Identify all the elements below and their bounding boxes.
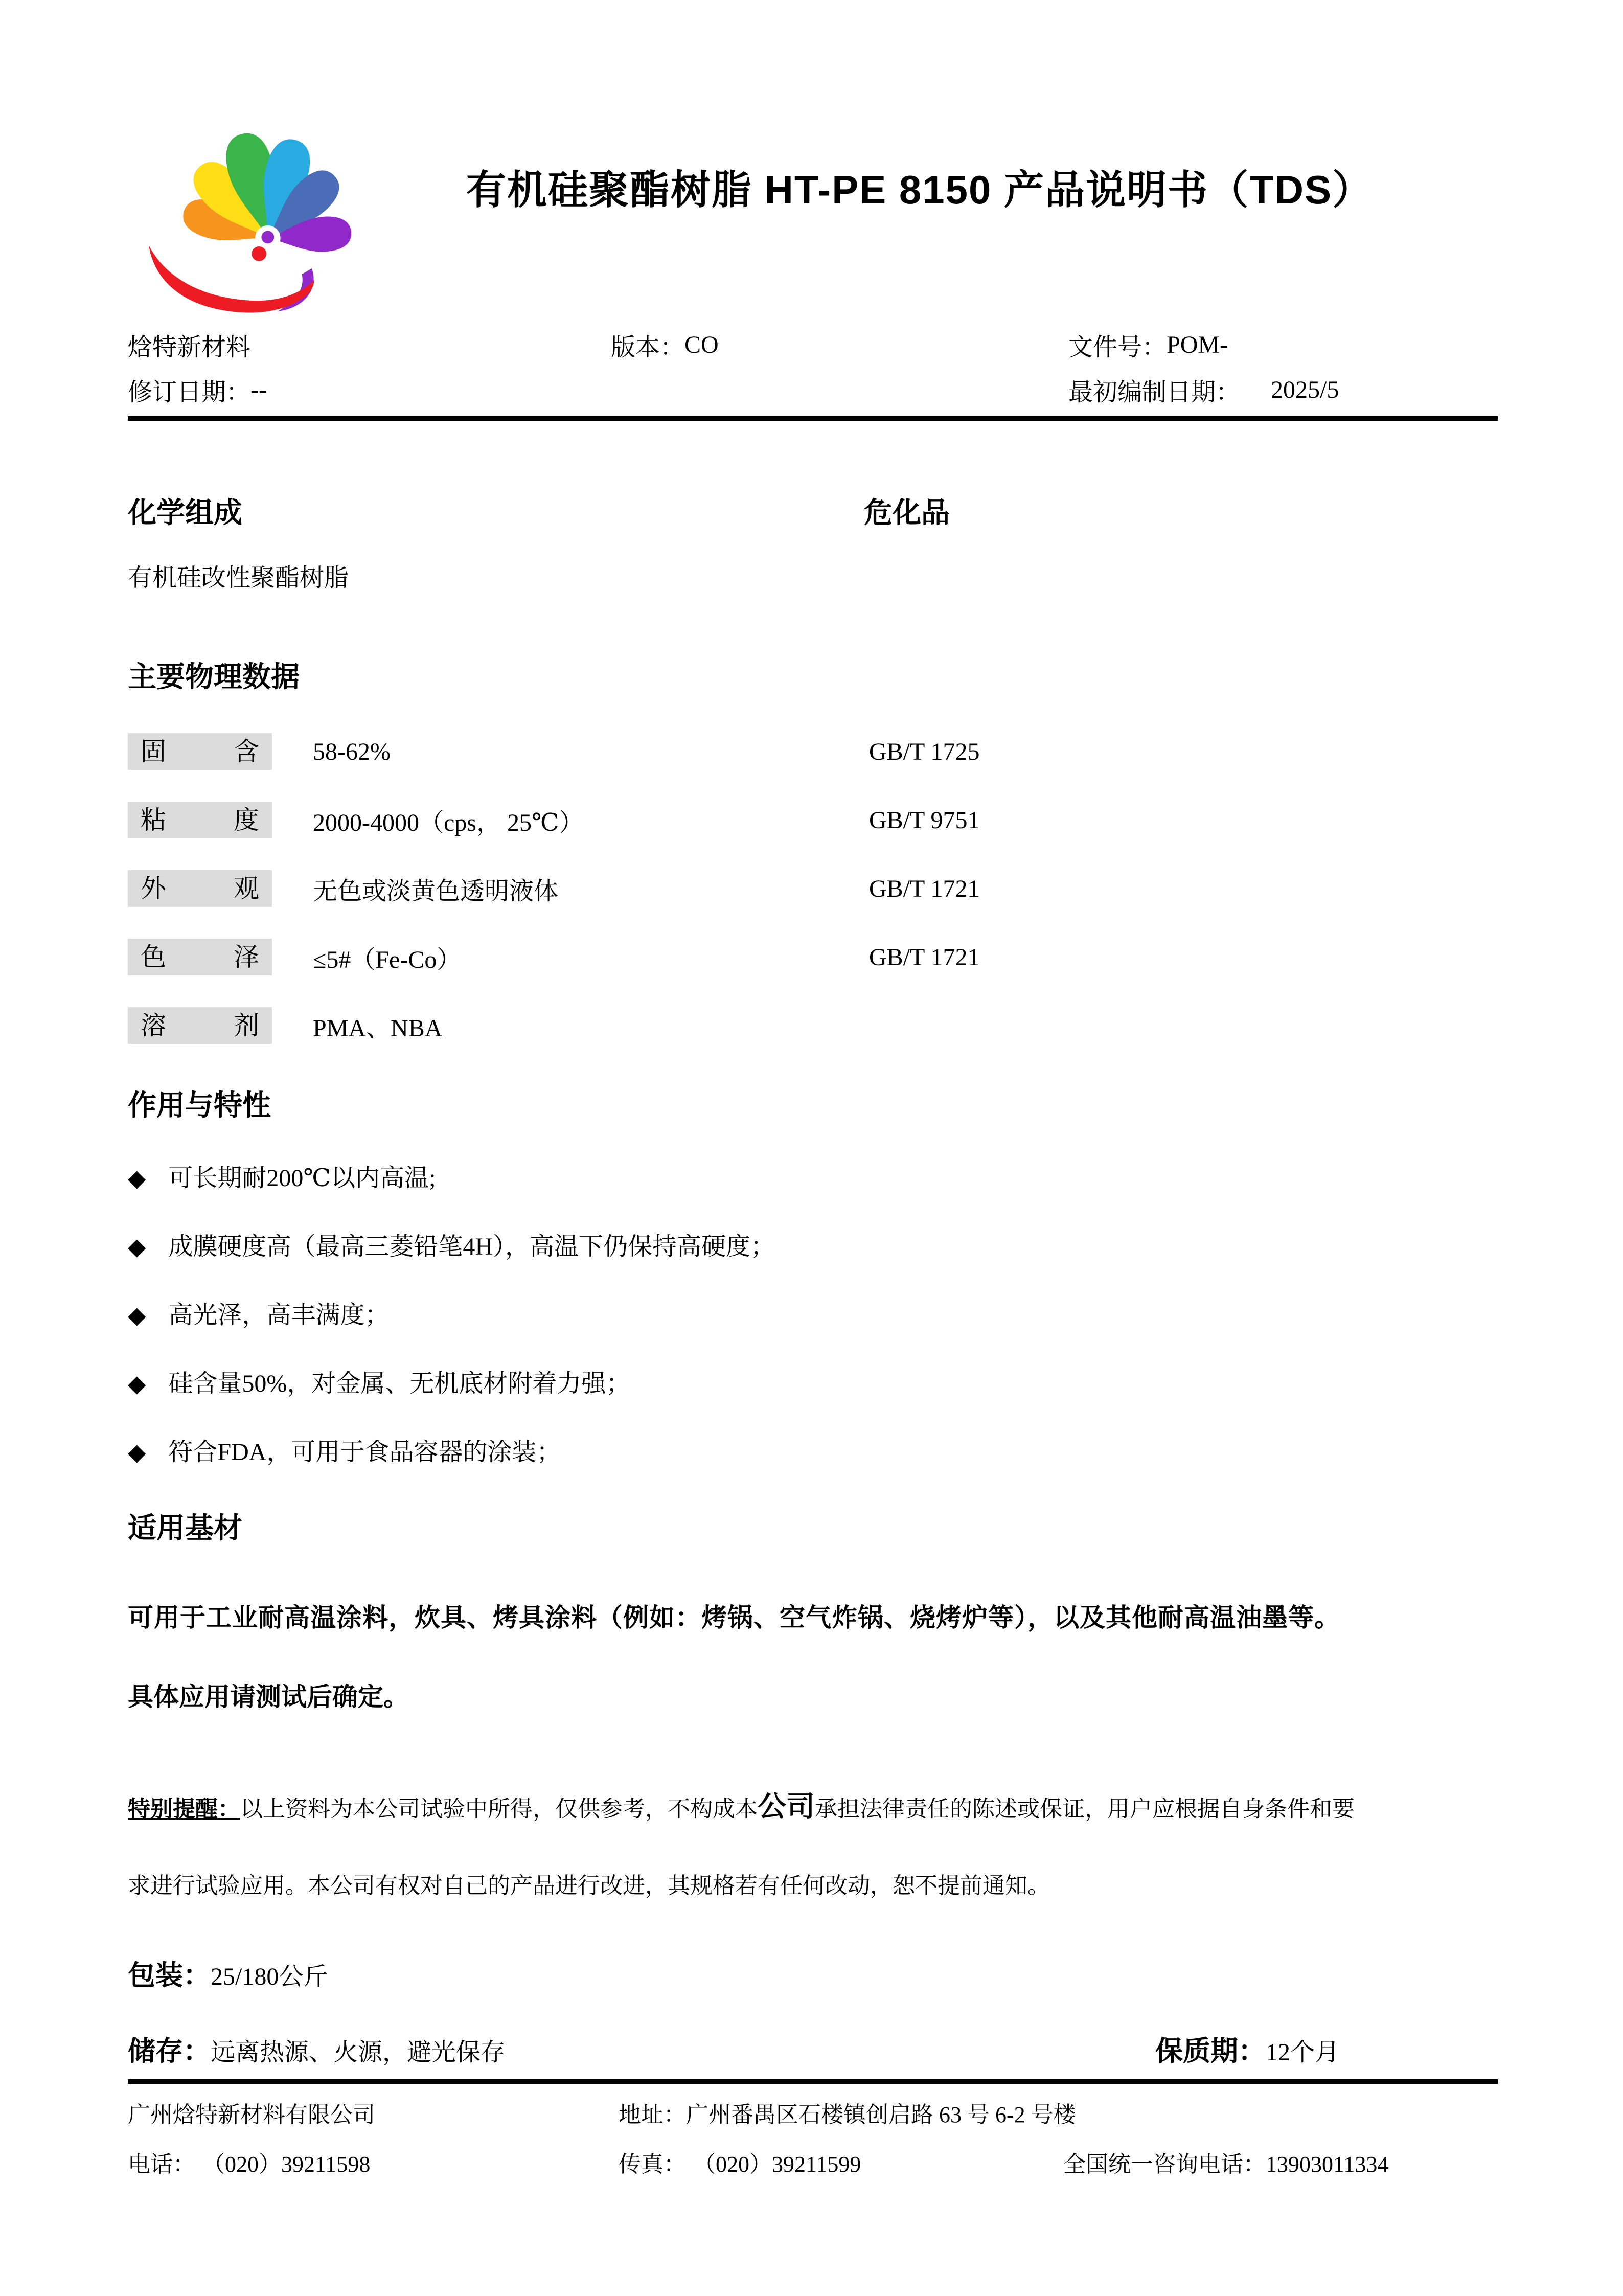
disclaimer-bold-word: 公司 xyxy=(758,1790,815,1823)
feature-text: 硅含量50%，对金属、无机底材附着力强； xyxy=(168,1370,631,1397)
meta-revised xyxy=(128,367,611,412)
substrates-note: 具体应用请测试后确定。 xyxy=(128,1683,409,1711)
list-item xyxy=(128,1233,1498,1261)
property-standard: GB/T 9751 xyxy=(869,806,980,834)
meta-created-value: 2025/5 xyxy=(1271,376,1339,403)
diamond-bullet-icon: ◆ xyxy=(128,1165,146,1191)
property-label: 外 观 xyxy=(128,870,272,907)
substrates-paragraph: 可用于工业耐高温涂料，炊具、烤具涂料（例如：烤锅、空气炸锅、烧烤炉等），以及其他耐高温油墨等。 xyxy=(128,1603,1340,1632)
list-item xyxy=(128,1438,1498,1467)
footer-phone xyxy=(128,2151,619,2178)
footer-row-2 xyxy=(128,2151,1498,2178)
fax-label: 传真： xyxy=(619,2152,686,2177)
meta-revised-value: -- xyxy=(250,376,267,403)
header-divider xyxy=(128,416,1498,421)
meta-created-label: 最初编制日期： xyxy=(1068,378,1241,406)
meta-doc-no-value: POM- xyxy=(1167,331,1228,358)
document-header xyxy=(128,0,1498,322)
chemical-heading: 化学组成 xyxy=(128,496,242,529)
list-item xyxy=(128,1301,1498,1330)
features-list xyxy=(128,1164,1498,1467)
disclaimer-line2: 求进行试验应用。本公司有权对自己的产品进行改进，其规格若有任何改动，恕不提前通知。 xyxy=(128,1873,1050,1898)
footer-row-1 xyxy=(128,2102,1498,2128)
property-label: 固 含 xyxy=(128,733,272,770)
page-title: 有机硅聚酯树脂 HT-PE 8150 产品说明书（TDS） xyxy=(466,167,1374,212)
list-item xyxy=(128,1164,1498,1193)
meta-version-label: 版本： xyxy=(611,333,685,361)
meta-version xyxy=(611,322,1068,367)
property-value: 2000-4000（cps， 25℃） xyxy=(313,809,584,836)
fax-value: （020）39211599 xyxy=(704,2152,861,2177)
packaging-label: 包装： xyxy=(128,1960,211,1991)
property-label: 色 泽 xyxy=(128,939,272,975)
storage-value: 远离热源、火源，避光保存 xyxy=(211,2039,506,2066)
hotline-label: 全国统一咨询电话： xyxy=(1063,2152,1266,2177)
disclaimer xyxy=(128,1784,1498,1909)
feature-text: 符合FDA，可用于食品容器的涂装； xyxy=(168,1439,561,1466)
meta-company: 焓特新材料 xyxy=(128,333,251,361)
property-value: 无色或淡黄色透明液体 xyxy=(313,877,559,905)
feature-text: 可长期耐200℃以内高温; xyxy=(168,1165,436,1192)
disclaimer-label: 特别提醒： xyxy=(128,1797,240,1822)
substrates-heading: 适用基材 xyxy=(128,1512,242,1544)
phone-label: 电话： xyxy=(128,2152,195,2177)
meta-empty-cell xyxy=(611,367,1068,412)
chemical-composition-text: 有机硅改性聚酯树脂 xyxy=(128,564,349,592)
property-value: ≤5#（Fe-Co） xyxy=(313,946,462,973)
features-heading: 作用与特性 xyxy=(128,1089,271,1121)
storage-label: 储存： xyxy=(128,2036,211,2066)
property-value: PMA、NBA xyxy=(313,1014,443,1042)
diamond-bullet-icon: ◆ xyxy=(128,1439,146,1465)
table-row xyxy=(128,870,1498,907)
table-row xyxy=(128,939,1498,975)
address-value: 广州番禺区石楼镇创启路 63 号 6-2 号楼 xyxy=(686,2102,1076,2127)
address-label: 地址： xyxy=(619,2102,686,2127)
storage-row xyxy=(128,2036,1498,2068)
meta-doc-no xyxy=(1068,322,1498,367)
table-row xyxy=(128,802,1498,838)
shelf-life-value: 12个月 xyxy=(1265,2039,1339,2066)
meta-doc-no-label: 文件号： xyxy=(1068,333,1167,361)
meta-created xyxy=(1068,367,1498,412)
hazard-heading: 危化品 xyxy=(864,496,950,529)
property-standard: GB/T 1721 xyxy=(869,875,980,902)
table-row xyxy=(128,733,1498,770)
property-standard: GB/T 1725 xyxy=(869,738,980,765)
table-row xyxy=(128,1007,1498,1044)
property-standard: GB/T 1721 xyxy=(869,943,980,971)
disclaimer-text: 以上资料为本公司试验中所得，仅供参考，不构成本 xyxy=(240,1797,758,1822)
footer-company: 广州焓特新材料有限公司 xyxy=(128,2102,375,2127)
chemical-section-headings xyxy=(128,497,1498,528)
property-label: 溶 剂 xyxy=(128,1007,272,1044)
footer-address xyxy=(619,2102,1498,2128)
footer-fax xyxy=(619,2151,1063,2178)
diamond-bullet-icon: ◆ xyxy=(128,1234,146,1260)
company-logo-icon xyxy=(137,107,372,322)
disclaimer-text: 承担法律责任的陈述或保证，用户应根据自身条件和要 xyxy=(815,1797,1355,1822)
phone-value: （020）39211598 xyxy=(214,2152,371,2177)
meta-revised-label: 修订日期： xyxy=(128,378,251,406)
feature-text: 成膜硬度高（最高三菱铅笔4H），高温下仍保持高硬度； xyxy=(168,1233,775,1260)
property-label: 粘 度 xyxy=(128,802,272,838)
footer-divider xyxy=(128,2079,1498,2084)
diamond-bullet-icon: ◆ xyxy=(128,1302,146,1328)
physical-table xyxy=(128,733,1498,1044)
shelf-life-label: 保质期： xyxy=(1155,2036,1266,2066)
disclaimer-line1 xyxy=(128,1784,1498,1832)
packaging-value: 25/180公斤 xyxy=(211,1963,328,1990)
hotline-value: 13903011334 xyxy=(1266,2152,1389,2177)
property-value: 58-62% xyxy=(313,738,391,765)
packaging-row xyxy=(128,1960,1498,1992)
list-item xyxy=(128,1370,1498,1398)
feature-text: 高光泽，高丰满度； xyxy=(168,1302,390,1329)
meta-version-value: CO xyxy=(684,331,719,358)
meta-table xyxy=(128,322,1498,412)
physical-heading: 主要物理数据 xyxy=(128,661,300,693)
diamond-bullet-icon: ◆ xyxy=(128,1371,146,1397)
footer-hotline xyxy=(1063,2151,1498,2178)
